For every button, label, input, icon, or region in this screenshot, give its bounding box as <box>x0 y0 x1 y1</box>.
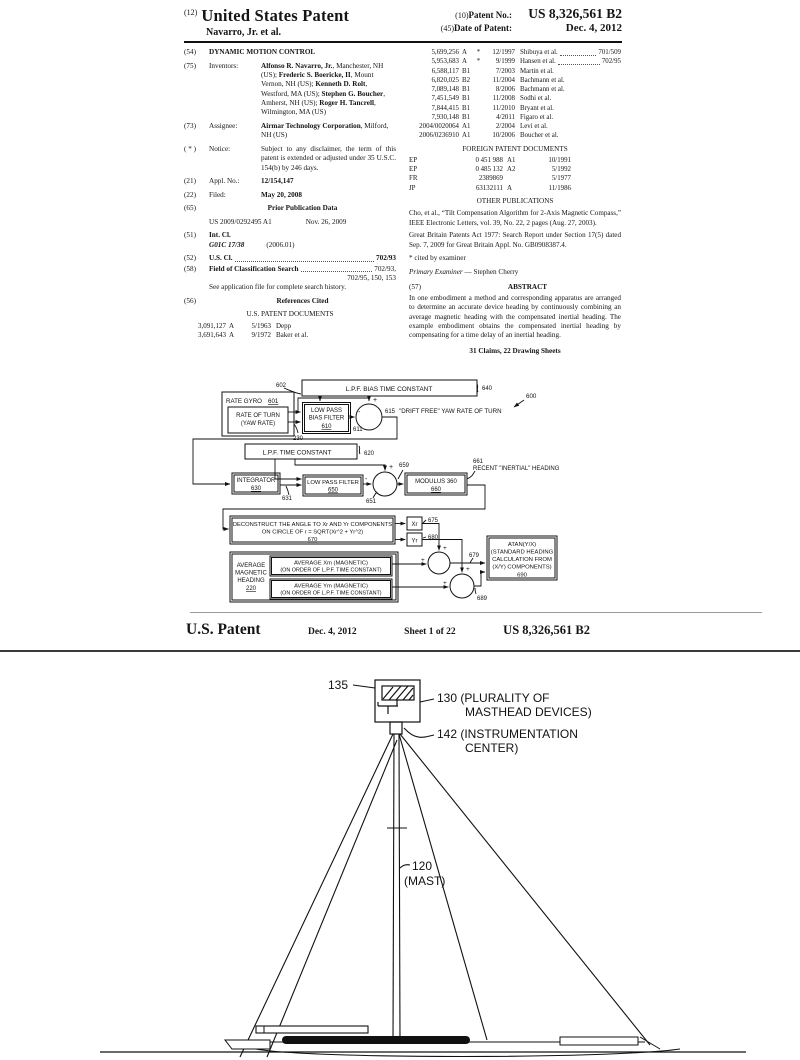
ref-star <box>475 85 482 94</box>
sheet-header-date: Dec. 4, 2012 <box>308 627 357 637</box>
ref-kind: B2 <box>462 76 471 84</box>
ref-date: 4/2011 <box>496 113 515 121</box>
us-ref-row <box>409 94 621 103</box>
rate-of-turn-1: RATE OF TURN <box>236 413 280 419</box>
ref-kind: B1 <box>462 95 471 103</box>
filed-date: May 20, 2008 <box>261 190 302 199</box>
foreign-kind: A2 <box>507 166 516 174</box>
ref-name: Bachmann et al. <box>520 86 565 93</box>
ref-date: 2/2004 <box>495 123 515 130</box>
ref-name: Hansen et al. <box>520 58 556 66</box>
foreign-ref-row <box>409 174 621 183</box>
ref-number: 3,091,127 <box>198 321 226 330</box>
sheet-patent-number: US 8,326,561 B2 <box>503 623 590 637</box>
sheet-number: Sheet 1 of 22 <box>404 627 456 637</box>
date-of-patent-label: Date of Patent: <box>454 23 512 33</box>
us-docs-title-left: U.S. PATENT DOCUMENTS <box>246 310 334 319</box>
mast-line-left <box>393 734 394 1042</box>
foreign-number: 0 485 132 <box>475 166 503 174</box>
leader-120 <box>400 865 410 868</box>
atan-3: CALCULATION FROM <box>492 557 552 563</box>
label-135: 135 <box>328 678 349 692</box>
filed-label: Filed: <box>209 190 226 199</box>
plus-4a: + <box>443 580 447 587</box>
sheet-header-rule <box>0 650 800 652</box>
cited-by-examiner: * cited by examiner <box>409 253 466 262</box>
ref-name: Depp <box>276 321 292 330</box>
minus-2: - <box>365 476 368 483</box>
inventor-name: Kenneth D. Rolt <box>315 80 366 89</box>
integrator-label: INTEGRATOR <box>236 478 276 484</box>
ref-631: 631 <box>282 496 293 502</box>
ref-name: Bryant et al. <box>520 104 554 112</box>
invention-title: DYNAMIC MOTION CONTROL <box>209 48 316 56</box>
leader-135 <box>353 685 375 688</box>
field-73-num: (73) <box>184 121 196 130</box>
avg-label-3: HEADING <box>237 578 265 584</box>
dot-leader <box>560 48 597 56</box>
ref-679: 679 <box>469 553 480 559</box>
mast-line-right <box>399 734 400 1042</box>
field-65-num: (65) <box>184 204 196 213</box>
us-ref-row <box>409 76 621 85</box>
ref-number: 5,953,683 <box>431 58 459 66</box>
foreign-kind: A1 <box>507 156 516 164</box>
modulus-label: MODULUS 360 <box>415 479 457 485</box>
dot-leader <box>235 254 374 262</box>
abstract-title: ABSTRACT <box>507 282 548 291</box>
avg-y-1: AVERAGE Ym (MAGNETIC) <box>294 583 368 590</box>
us-ref-row <box>409 48 621 57</box>
field-56 <box>184 297 396 306</box>
ref-name: Martin et al. <box>520 67 554 75</box>
left-ref-row <box>184 322 396 331</box>
ref-611: 611 <box>353 427 363 433</box>
notice-text: Subject to any disclaimer, the term of this patent is extended or adjusted under 35 U.S.C. 154(b) by 246 days. <box>261 144 396 172</box>
label-142-line2: CENTER) <box>465 741 519 755</box>
page-separator <box>190 612 762 613</box>
int-cl-label: Int. Cl. <box>209 231 231 240</box>
us-ref-row <box>409 57 621 66</box>
ref-650: 650 <box>327 487 339 494</box>
ref-660: 660 <box>430 487 442 493</box>
jib-stay <box>267 740 397 1057</box>
ref-date: 11/2004 <box>492 76 515 84</box>
ref-kind: B1 <box>462 104 471 112</box>
foreign-code: JP <box>409 184 416 192</box>
code-45: (45) <box>440 24 455 33</box>
label-130-line1: 130 (PLURALITY OF <box>437 691 550 705</box>
field-21-num: (21) <box>184 177 196 186</box>
ref-class: 701/509 <box>598 49 621 56</box>
plus-4b: + <box>466 566 470 573</box>
ref-number: 6,588,117 <box>431 67 459 75</box>
us-cl-label: U.S. Cl. <box>209 254 233 263</box>
field-75 <box>184 62 396 118</box>
ref-670: 670 <box>307 537 318 543</box>
ref-date: 5/1963 <box>251 321 271 330</box>
recent-heading-label: RECENT "INERTIAL" HEADING <box>473 466 560 472</box>
avg-x-1: AVERAGE Xm (MAGNETIC) <box>294 560 368 567</box>
fig1-labels <box>328 678 592 888</box>
ref-name: Sodhi et al. <box>520 95 552 103</box>
front-left-column <box>184 48 396 356</box>
backstay-outer <box>400 734 650 1045</box>
examiner-name: — Stephen Cherry <box>462 268 519 277</box>
lpf-tc-label: L.P.F. TIME CONSTANT <box>262 449 332 457</box>
appl-no-label: Appl. No.: <box>209 177 240 186</box>
foreign-date: 11/1986 <box>548 184 571 192</box>
left-ref-row <box>184 331 396 340</box>
inventor-location: , Manchester, NH (US); <box>261 61 384 79</box>
ref-number: 5,699,256 <box>431 49 459 56</box>
field-search-1: 702/93, <box>374 264 396 273</box>
ref-kind: A <box>462 49 467 56</box>
ref-number: 2004/0020064 <box>419 123 459 130</box>
inventor-name: Frederic S. Boericke, II <box>278 70 351 79</box>
foreign-code: FR <box>409 175 418 183</box>
prior-pub-date: Nov. 26, 2009 <box>305 217 347 226</box>
avg-x-2: (ON ORDER OF L.P.F. TIME CONSTANT) <box>280 567 382 574</box>
ref-220: 220 <box>245 586 257 592</box>
prior-pub-row <box>209 218 396 227</box>
atan-4: (X/Y) COMPONENTS) <box>492 564 552 571</box>
label-120: 120 <box>412 859 433 873</box>
abstract-text: In one embodiment a method and corresponding apparatus are arranged to determine an accurate device heading by continuously combining an average magnetic heading with the compensated inertial heading. The example embodiment obtains the compensated inertial heading by compensating for a time delay of an inertial heading. <box>409 293 621 340</box>
instrumentation-center-box <box>390 722 402 734</box>
inventor-name: Stephen G. Boucher <box>321 89 384 98</box>
field-58 <box>184 265 396 274</box>
avg-label-1: AVERAGE <box>236 563 266 569</box>
deconstruct-1: DECONSTRUCT THE ANGLE TO Xr AND Yr COMPONENTS <box>232 522 393 528</box>
us-ref-row <box>409 113 621 122</box>
publication-1: Cho, et al., “Tilt Compensation Algorithm for 2-Axis Magnetic Compass,” IEEE Electronic Letters, vol. 39, No. 22, 2 pages (Aug. 27, 2003). <box>409 209 621 227</box>
ref-date: 10/2006 <box>492 132 515 140</box>
foreign-number: 63132111 <box>475 184 503 192</box>
patent-no-label: Patent No.: <box>468 10 512 20</box>
primary-examiner <box>409 268 621 277</box>
us-ref-row <box>409 85 621 94</box>
ref-star: * <box>476 49 481 56</box>
ref-230: 230 <box>293 436 304 442</box>
ref-680: 680 <box>428 535 439 541</box>
assignee-name: Airmar Technology Corporation <box>261 121 361 130</box>
label-120-mast: (MAST) <box>404 874 446 888</box>
mast-and-rigging <box>240 734 650 1057</box>
plus-1: + <box>373 397 378 404</box>
patent-number: US 8,326,561 B2 <box>528 6 622 21</box>
ref-620: 620 <box>364 451 375 457</box>
ref-kind: A1 <box>462 132 471 140</box>
foreign-ref-row <box>409 165 621 174</box>
field-51-num: (51) <box>184 231 196 240</box>
ref-number: 6,820,025 <box>431 76 459 84</box>
plus-2: + <box>389 464 394 471</box>
ref-600: 600 <box>526 393 537 400</box>
left-ref-list <box>184 322 396 340</box>
us-cl-value: 702/93 <box>376 254 396 263</box>
foreign-list <box>409 156 621 193</box>
lpf-bias-box-label: L.P.F. BIAS TIME CONSTANT <box>345 386 433 393</box>
fig1-sailboat-drawing <box>60 656 760 1060</box>
inventor-location: , Wilmington, MA (US) <box>261 98 376 117</box>
inventor-location: , Westford, MA (US); <box>261 80 368 98</box>
field-56-num: (56) <box>184 296 196 305</box>
prior-pub-no: US 2009/0292495 A1 <box>209 217 272 226</box>
masthead-assembly <box>375 680 420 734</box>
inventors-value <box>261 62 396 118</box>
inventor-location: , Mount Vernon, NH (US); <box>261 70 374 89</box>
field-54 <box>184 48 396 57</box>
ref-kind: A <box>229 330 235 339</box>
ref-690: 690 <box>517 572 527 579</box>
references-cited-title: References Cited <box>276 296 329 305</box>
ref-star <box>475 131 482 140</box>
ref-date: 9/1972 <box>251 330 271 339</box>
x-component-box: Xr <box>411 522 418 528</box>
us-ref-row <box>409 104 621 113</box>
ref-kind: A <box>462 58 467 66</box>
leader-142 <box>404 728 434 737</box>
atan-2: (STANDARD HEADING <box>490 549 554 556</box>
ref-number: 3,691,643 <box>198 330 226 339</box>
ref-date: 7/2003 <box>495 67 515 75</box>
ref-689: 689 <box>477 596 488 602</box>
ref-651: 651 <box>366 499 377 505</box>
publication-2: Great Britain Patents Act 1977: Search Report under Section 17(5) dated Sep. 7, 2009 for Great Britain Appl. No. GB0908387.4. <box>409 231 621 249</box>
examiner-label: Primary Examiner <box>409 268 463 277</box>
page-title: United States Patent <box>201 6 350 25</box>
ref-date: 11/2008 <box>492 95 515 103</box>
ref-kind: B1 <box>462 113 471 121</box>
field-75-num: (75) <box>184 61 196 70</box>
ref-star <box>475 104 482 113</box>
ref-date: 8/2006 <box>495 86 515 93</box>
ref-name: Figaro et al. <box>520 113 554 121</box>
foreign-ref-row <box>409 184 621 193</box>
summing-junction-3 <box>428 552 450 574</box>
ref-number: 7,089,148 <box>431 86 459 93</box>
ref-name: Bachmann et al. <box>520 76 565 84</box>
foreign-number: 2389869 <box>478 175 503 183</box>
ref-star <box>475 67 482 76</box>
notice-num: ( * ) <box>184 144 196 153</box>
assignee-loc: , Milford, NH (US) <box>261 121 389 140</box>
ref-610: 610 <box>321 424 332 430</box>
ref-number: 2006/0236910 <box>419 132 459 140</box>
rate-of-turn-2: (YAW RATE) <box>240 421 276 427</box>
ref-date: 12/1997 <box>492 49 515 56</box>
stern-structure <box>560 1037 638 1045</box>
foreign-code: EP <box>409 166 418 174</box>
foreign-number: 0 451 988 <box>475 156 503 164</box>
avg-label-2: MAGNETIC <box>235 570 267 577</box>
lpf-label: LOW PASS FILTER <box>307 480 359 486</box>
ref-name: Baker et al. <box>276 330 309 339</box>
kind-code-12: (12) <box>184 8 198 17</box>
byline: Navarro, Jr. et al. <box>206 27 281 38</box>
field-65 <box>184 204 396 213</box>
ref-615: 615 <box>385 409 396 415</box>
appl-no: 12/154,147 <box>261 177 294 186</box>
front-page-header <box>184 6 622 38</box>
summing-junction-4 <box>450 574 474 598</box>
atan-1: ATAN(Y/X) <box>507 542 537 548</box>
field-51 <box>184 231 396 240</box>
leader-130 <box>420 699 434 702</box>
int-cl-date: (2006.01) <box>266 240 295 249</box>
ref-number: 7,930,148 <box>431 113 459 121</box>
deck-and-hull <box>100 1026 746 1057</box>
us-ref-row <box>409 131 621 140</box>
foreign-date: 10/1991 <box>548 156 571 164</box>
ref-kind: A <box>229 321 235 330</box>
claims-line: 31 Claims, 22 Drawing Sheets <box>469 346 561 355</box>
main-boom <box>282 1036 470 1044</box>
ref-630: 630 <box>250 486 262 492</box>
summing-junction-2 <box>373 472 397 496</box>
field-52 <box>184 254 396 263</box>
dot-leader <box>558 57 600 65</box>
other-pubs-title: OTHER PUBLICATIONS <box>476 197 554 206</box>
ref-star <box>475 94 482 103</box>
foreign-ref-row <box>409 156 621 165</box>
sheet-header <box>186 621 590 639</box>
int-cl-code: G01C 17/38 <box>209 240 245 249</box>
lpbf-1: LOW PASS <box>311 408 342 414</box>
fig6-block-diagram <box>185 376 621 608</box>
notice-label: Notice: <box>209 144 231 153</box>
ref-star: * <box>476 58 481 66</box>
date-of-patent: Dec. 4, 2012 <box>565 22 622 34</box>
inventor-name: Roger H. Tancrell <box>319 98 374 107</box>
front-right-column <box>409 48 621 356</box>
y-component-box: Yr <box>411 538 418 545</box>
ref-675: 675 <box>428 518 439 524</box>
ref-name: Levi et al. <box>520 123 548 130</box>
field-54-num: (54) <box>184 48 196 56</box>
bow-fitting <box>225 1040 270 1049</box>
abstract-num: (57) <box>409 282 421 291</box>
minus-1: - <box>358 409 361 416</box>
plus-3b: + <box>443 545 447 552</box>
field-22 <box>184 191 396 200</box>
ref-602: 602 <box>276 383 287 389</box>
foreign-kind <box>503 174 525 183</box>
ref-date: 11/2010 <box>492 104 515 112</box>
forward-boom <box>256 1026 368 1033</box>
lpbf-2: BIAS FILTER <box>308 415 345 422</box>
ref-star <box>475 122 482 131</box>
ref-640: 640 <box>482 386 493 392</box>
inventor-name: Alfonso R. Navarro, Jr. <box>261 61 333 70</box>
field-search-3: See application file for complete search history. <box>209 283 347 292</box>
header-right <box>441 6 622 34</box>
label-130-line2: MASTHEAD DEVICES) <box>465 705 592 719</box>
avg-y-2: (ON ORDER OF L.P.F. TIME CONSTANT) <box>280 590 382 597</box>
foreign-date: 5/1992 <box>551 166 571 174</box>
field-52-num: (52) <box>184 254 196 263</box>
deconstruct-2: ON CIRCLE OF r = SQRT(Xr^2 + Yr^2) <box>261 529 364 536</box>
foreign-date: 5/1977 <box>551 175 571 183</box>
ref-661: 661 <box>473 459 484 465</box>
ref-number: 7,844,415 <box>431 104 459 112</box>
prior-pub-title: Prior Publication Data <box>267 204 338 213</box>
sheet-header-title: U.S. Patent <box>186 621 261 638</box>
us-patent-list <box>409 48 621 141</box>
drift-free-label: "DRIFT FREE" YAW RATE OF TURN <box>399 408 502 415</box>
us-ref-row <box>409 122 621 131</box>
header-left <box>184 6 349 38</box>
ref-kind: B1 <box>462 86 471 93</box>
ref-star <box>475 113 482 122</box>
ref-601: 601 <box>268 398 279 405</box>
foreign-docs-title: FOREIGN PATENT DOCUMENTS <box>462 144 568 153</box>
field-58-num: (58) <box>184 264 196 273</box>
label-142-line1: 142 (INSTRUMENTATION <box>437 727 578 741</box>
inventor-location: , Amherst, NH (US); <box>261 89 386 107</box>
int-cl-row <box>209 241 396 250</box>
abstract-header <box>409 283 621 292</box>
rate-gyro-label: RATE GYRO <box>226 398 262 405</box>
ref-star <box>475 76 482 85</box>
header-rule <box>184 41 622 43</box>
ref-name: Shibuya et al. <box>520 49 558 56</box>
ref-date: 9/1999 <box>495 58 515 66</box>
hull-curve <box>256 1049 680 1057</box>
ref-class: 702/95 <box>601 58 621 66</box>
foreign-kind: A <box>507 184 512 192</box>
field-search-2: 702/95, 150, 153 <box>347 273 396 282</box>
us-ref-row <box>409 67 621 76</box>
inventors-label: Inventors: <box>209 61 239 70</box>
assignee-label: Assignee: <box>209 121 238 130</box>
code-10: (10) <box>455 11 469 20</box>
dot-leader <box>301 265 373 273</box>
assignee-value <box>261 122 396 141</box>
ref-kind: A1 <box>462 123 471 130</box>
ref-name: Boucher et al. <box>520 132 559 140</box>
ref-number: 7,451,549 <box>431 95 459 103</box>
foreign-code: EP <box>409 156 418 164</box>
field-21 <box>184 177 396 186</box>
field-22-num: (22) <box>184 190 196 199</box>
patent-front-page <box>184 6 622 356</box>
field-search-label: Field of Classification Search <box>209 264 299 273</box>
ref-659: 659 <box>399 463 410 469</box>
ref-kind: B1 <box>462 67 471 75</box>
field-notice <box>184 145 396 173</box>
field-73 <box>184 122 396 141</box>
forestay <box>240 734 393 1057</box>
plus-3a: + <box>421 557 425 564</box>
